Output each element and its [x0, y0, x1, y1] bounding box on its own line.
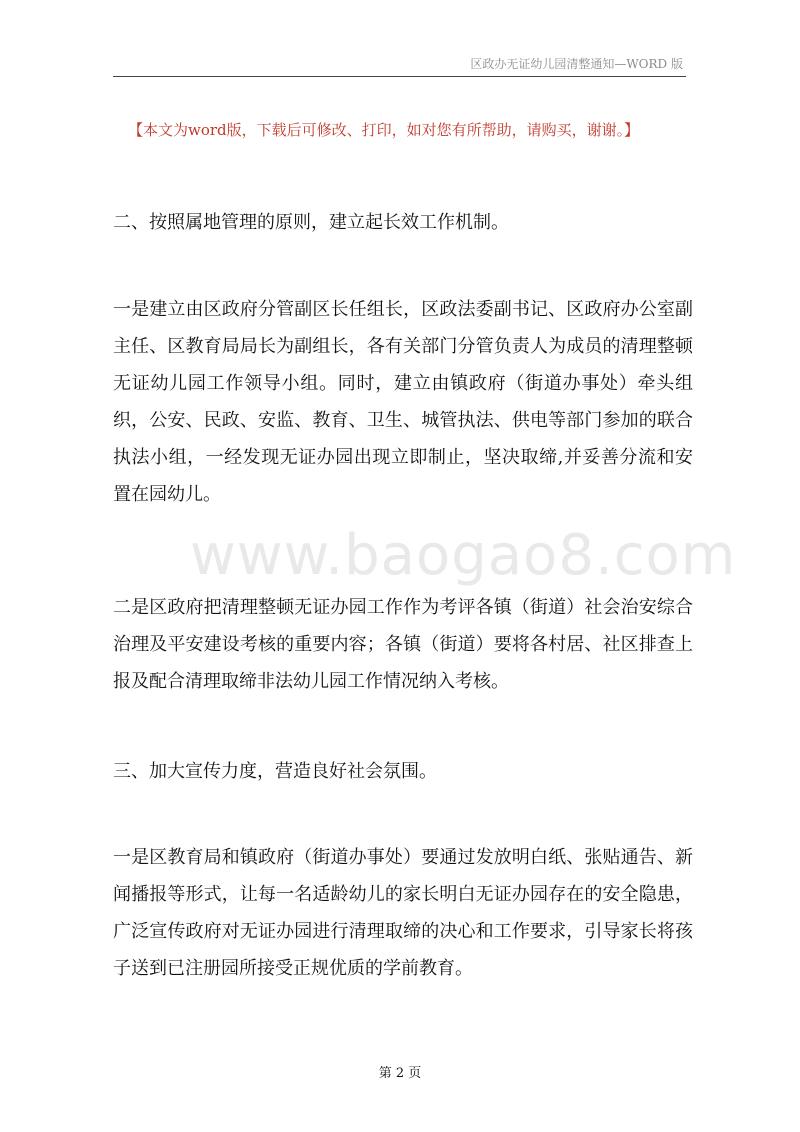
- paragraph-text: 一是建立由区政府分管副区长任组长，区政法委副书记、区政府办公室副主任、区教育局局长为副组长，各有关部门分管负责人为成员的清理整顿无证幼儿园工作领导小组。同时，建立由镇政府（街道办事处）牵头组织，公安、民政、安监、教育、卫生、城管执法、供电等部门参加的联合执法小组，一经发现无证办园出现立即制止，坚决取缔,并妥善分流和安置在园幼儿。: [113, 299, 693, 505]
- paragraph-leading-group: [113, 291, 693, 513]
- header-divider: [113, 76, 686, 77]
- section-heading-2: [113, 204, 693, 241]
- page-number: 第 2 页: [378, 1066, 422, 1081]
- paragraph-text: 一是区教育局和镇政府（街道办事处）要通过发放明白纸、张贴通告、新闻播报等形式，让每一名适龄幼儿的家长明白无证办园存在的安全隐患，广泛宣传政府对无证办园进行清理取缔的决心和工作要求，引导家长将孩子送到已注册园所接受正规优质的学前教育。: [113, 847, 693, 979]
- paragraph-assessment: [113, 589, 693, 700]
- section-heading-3: [113, 753, 693, 790]
- watermark: www.baogao8.com: [190, 523, 737, 588]
- header-title: 区政办无证幼儿园清整通知—WORD 版: [470, 57, 683, 71]
- paragraph-text: 二、按照属地管理的原则，建立起长效工作机制。: [113, 212, 509, 233]
- purchase-notice: 【本文为word版，下载后可修改、打印，如对您有所帮助，请购买，谢谢。】: [128, 121, 640, 139]
- paragraph-text: 二是区政府把清理整顿无证办园工作作为考评各镇（街道）社会治安综合治理及平安建设考核的重要内容；各镇（街道）要将各村居、社区排查上报及配合清理取缔非法幼儿园工作情况纳入考核。: [113, 597, 693, 692]
- paragraph-text: 三、加大宣传力度，营造良好社会氛围。: [113, 761, 437, 782]
- paragraph-publicity: [113, 839, 693, 987]
